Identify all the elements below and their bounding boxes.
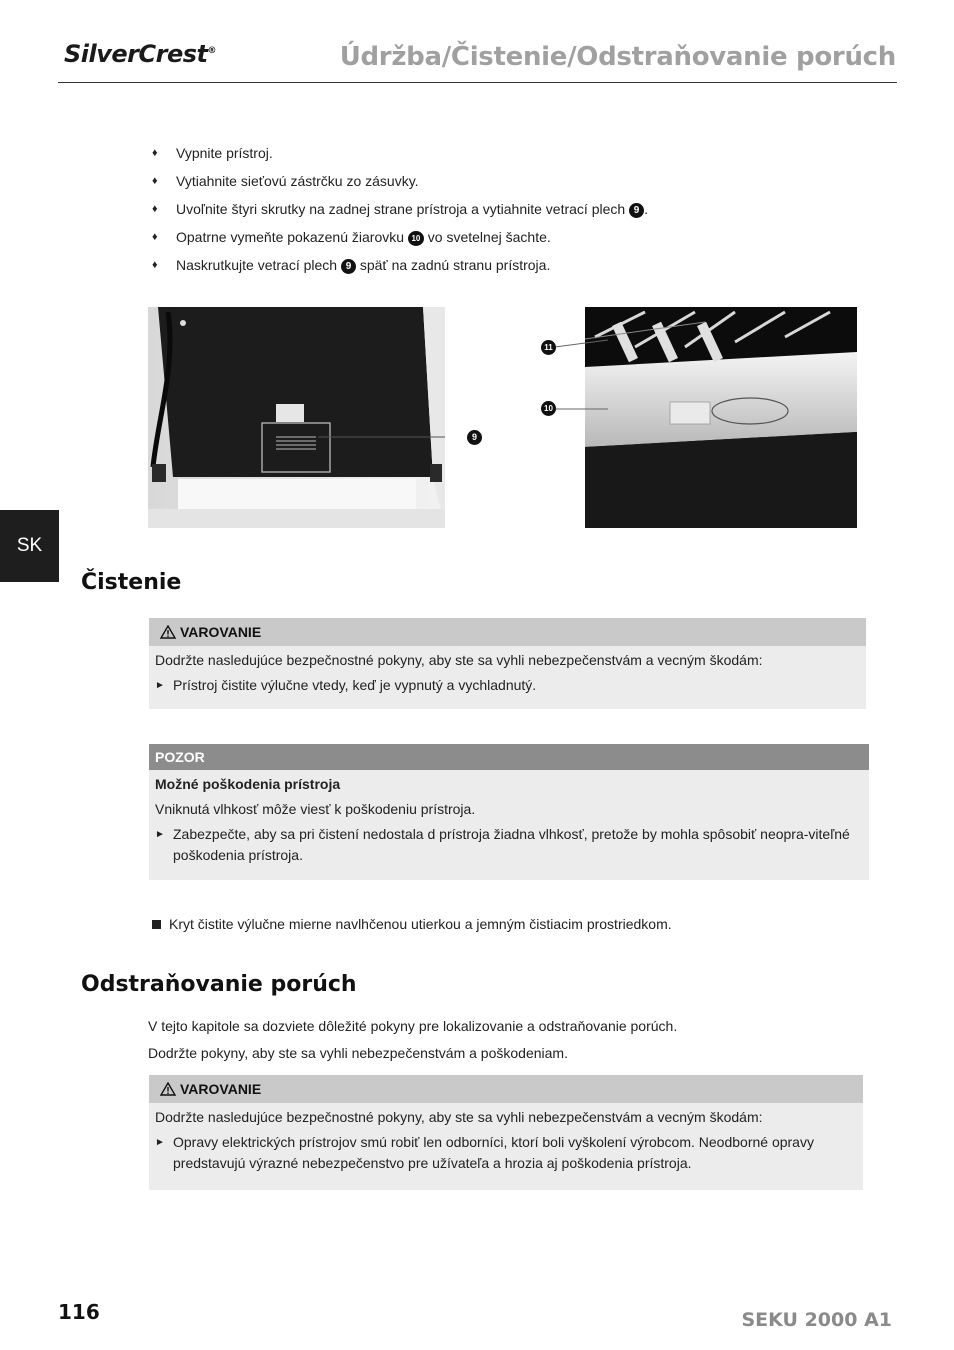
diamond-bullet-icon: ♦	[152, 231, 158, 243]
cleaning-warning-box	[149, 618, 866, 709]
step-text-end: späť na zadnú stranu prístroja.	[355, 257, 551, 273]
warning-item	[155, 1132, 857, 1174]
light-shaft-illustration	[585, 307, 857, 528]
warning-header	[149, 618, 866, 646]
arrow-bullet-icon: ►	[155, 1137, 165, 1148]
caution-item	[155, 824, 863, 866]
diamond-bullet-icon: ♦	[152, 259, 158, 271]
diamond-bullet-icon: ♦	[152, 147, 158, 159]
cleaning-note-text: Kryt čistite výlučne mierne navlhčenou utierkou a jemným čistiacim prostriedkom.	[169, 916, 672, 932]
callout-lines	[548, 330, 608, 420]
warning-body	[149, 646, 866, 706]
warning-label: VAROVANIE	[180, 1081, 262, 1097]
step-item	[152, 254, 648, 282]
caution-header: POZOR	[149, 744, 869, 770]
part-number-badge: 10	[408, 231, 424, 246]
brand-logo	[64, 40, 216, 68]
model-name: SEKU 2000 A1	[741, 1309, 892, 1331]
diamond-bullet-icon: ♦	[152, 175, 158, 187]
troubleshooting-warning-box	[149, 1075, 863, 1190]
step-text: Opatrne vymeňte pokazenú žiarovku	[176, 229, 408, 245]
cleaning-caution-box	[149, 744, 869, 880]
back-panel-photo	[148, 307, 445, 528]
diamond-bullet-icon: ♦	[152, 203, 158, 215]
caution-text: Vniknutá vlhkosť môže viesť k poškodeniu prístroja.	[155, 801, 476, 817]
step-text: Uvoľnite štyri skrutky na zadnej strane prístroja a vytiahnite vetrací plech	[176, 201, 630, 217]
step-item	[152, 142, 648, 170]
page-number: 116	[58, 1300, 100, 1324]
warning-triangle-icon	[160, 625, 176, 639]
troubleshooting-instruction: Dodržte pokyny, aby ste sa vyhli nebezpečenstvám a poškodeniam.	[148, 1045, 568, 1061]
warning-label: VAROVANIE	[180, 624, 262, 640]
warning-item-text: Opravy elektrických prístrojov smú robiť len odborníci, ktorí boli vyškolení výrobcom. Neodborné opravy predstavujú výrazné nebezpečenstvo pre užívateľa a hrozia aj poškodenia prístroja.	[173, 1134, 814, 1171]
step-text: Vytiahnite sieťovú zástrčku zo zásuvky.	[176, 173, 419, 189]
warning-intro: Dodržte nasledujúce bezpečnostné pokyny, aby ste sa vyhli nebezpečenstvám a vecným škodám:	[155, 1109, 763, 1125]
warning-triangle-icon	[160, 1082, 176, 1096]
step-item	[152, 170, 648, 198]
warning-item-text: Prístroj čistite výlučne vtedy, keď je vypnutý a vychladnutý.	[173, 677, 537, 693]
cleaning-note	[152, 916, 672, 932]
warning-header	[149, 1075, 863, 1103]
caution-body	[149, 770, 869, 876]
step-item	[152, 198, 648, 226]
square-bullet-icon	[152, 920, 161, 929]
light-shaft-photo	[585, 307, 857, 528]
caution-item-text: Zabezpečte, aby sa pri čistení nedostala d prístroja žiadna vlhkosť, pretože by mohla spôsobiť neopra-viteľné poškodenia prístroja.	[173, 826, 850, 863]
step-text-end: vo svetelnej šachte.	[423, 229, 551, 245]
part-number-badge: 9	[629, 203, 644, 218]
header-divider	[58, 82, 897, 83]
troubleshooting-heading: Odstraňovanie porúch	[81, 972, 357, 997]
callout-10: 10	[541, 401, 556, 416]
callout-11: 11	[541, 340, 556, 355]
warning-intro: Dodržte nasledujúce bezpečnostné pokyny, aby ste sa vyhli nebezpečenstvám a vecným škodám:	[155, 652, 763, 668]
logo-registered-mark: ®	[207, 46, 216, 56]
caution-subtitle: Možné poškodenia prístroja	[155, 776, 341, 792]
cleaning-heading: Čistenie	[81, 570, 182, 595]
troubleshooting-intro: V tejto kapitole sa dozviete dôležité pokyny pre lokalizovanie a odstraňovanie porúch.	[148, 1018, 678, 1034]
back-panel-illustration	[148, 307, 445, 528]
step-text: Vypnite prístroj.	[176, 145, 273, 161]
step-item	[152, 226, 648, 254]
warning-item	[155, 675, 860, 696]
arrow-bullet-icon: ►	[155, 680, 165, 691]
step-text-end: .	[644, 201, 648, 217]
logo-text: SilverCrest	[64, 40, 208, 68]
callout-9: 9	[467, 430, 482, 445]
language-tab: SK	[0, 510, 59, 582]
step-list	[152, 142, 648, 282]
step-text: Naskrutkujte vetrací plech	[176, 257, 341, 273]
arrow-bullet-icon: ►	[155, 829, 165, 840]
warning-body	[149, 1103, 863, 1184]
page-title: Údržba/Čistenie/Odstraňovanie porúch	[339, 42, 896, 72]
part-number-badge: 9	[341, 259, 356, 274]
